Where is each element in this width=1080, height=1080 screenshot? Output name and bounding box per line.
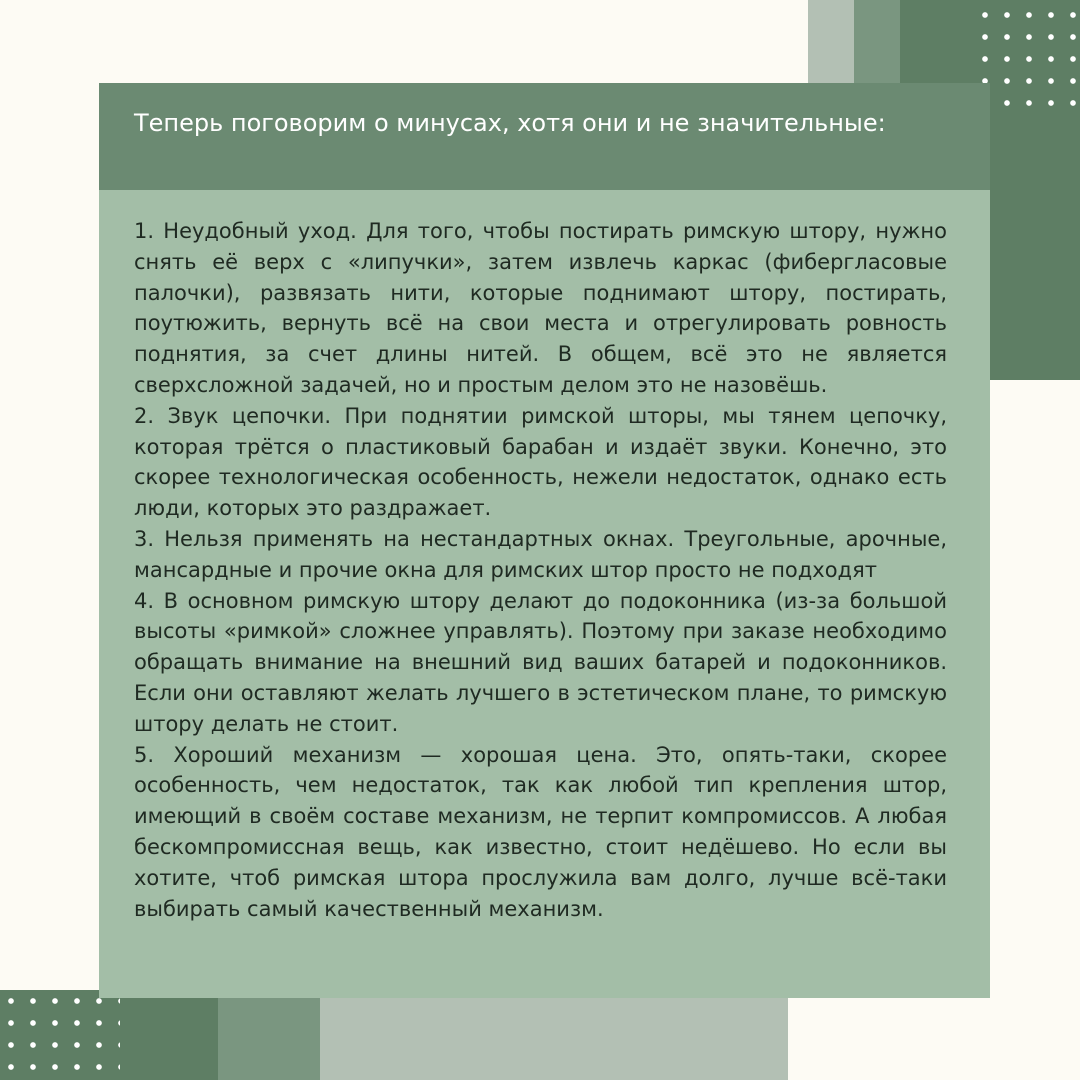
card-heading: Теперь поговорим о минусах, хотя они и не значительные: bbox=[134, 109, 886, 137]
list-item: 5. Хороший механизм — хорошая цена. Это, опять-таки, скорее особенность, чем недостаток, так как любой тип крепления штор, имеющий в своём составе механизм, не терпит компромиссов. А любая бескомпромиссная вещь, как известно, стоит недёшево. Но если вы хотите, чтоб римская штора прослужила вам долго, лучше всё-таки выбирать самый качественный механизм. bbox=[134, 742, 947, 921]
decor-block-top-mid bbox=[854, 0, 902, 83]
content-card bbox=[99, 83, 990, 998]
decor-block-top-light bbox=[808, 0, 856, 83]
decor-dot-grid-bottom-left bbox=[0, 990, 120, 1080]
decor-block-bottom-mid bbox=[218, 990, 320, 1080]
decor-block-bottom-light bbox=[320, 990, 788, 1080]
card-header bbox=[99, 83, 990, 190]
list-item: 3. Нельзя применять на нестандартных окнах. Треугольные, арочные, мансардные и прочие окна для римских штор просто не подходят bbox=[134, 526, 947, 582]
list-item: 4. В основном римскую штору делают до подоконника (из-за большой высоты «римкой» сложнее управлять). Поэтому при заказе необходимо обращать внимание на внешний вид ваших батарей и подоконников. Если они оставляют желать лучшего в эстетическом плане, то римскую штору делать не стоит. bbox=[134, 588, 947, 736]
list-item: 2. Звук цепочки. При поднятии римской шторы, мы тянем цепочку, которая трётся о пластиковый барабан и издаёт звуки. Конечно, это скорее технологическая особенность, нежели недостаток, однако есть люди, которых это раздражает. bbox=[134, 403, 947, 521]
list-item: 1. Неудобный уход. Для того, чтобы постирать римскую штору, нужно снять её верх с «липучки», затем извлечь каркас (фибергласовые палочки), развязать нити, которые поднимают штору, постирать, поутюжить, вернуть всё на свои места и отрегулировать ровность поднятия, за счет длины нитей. В общем, всё это не является сверхсложной задачей, но и простым делом это не назовёшь. bbox=[134, 219, 947, 397]
card-body bbox=[134, 216, 947, 924]
